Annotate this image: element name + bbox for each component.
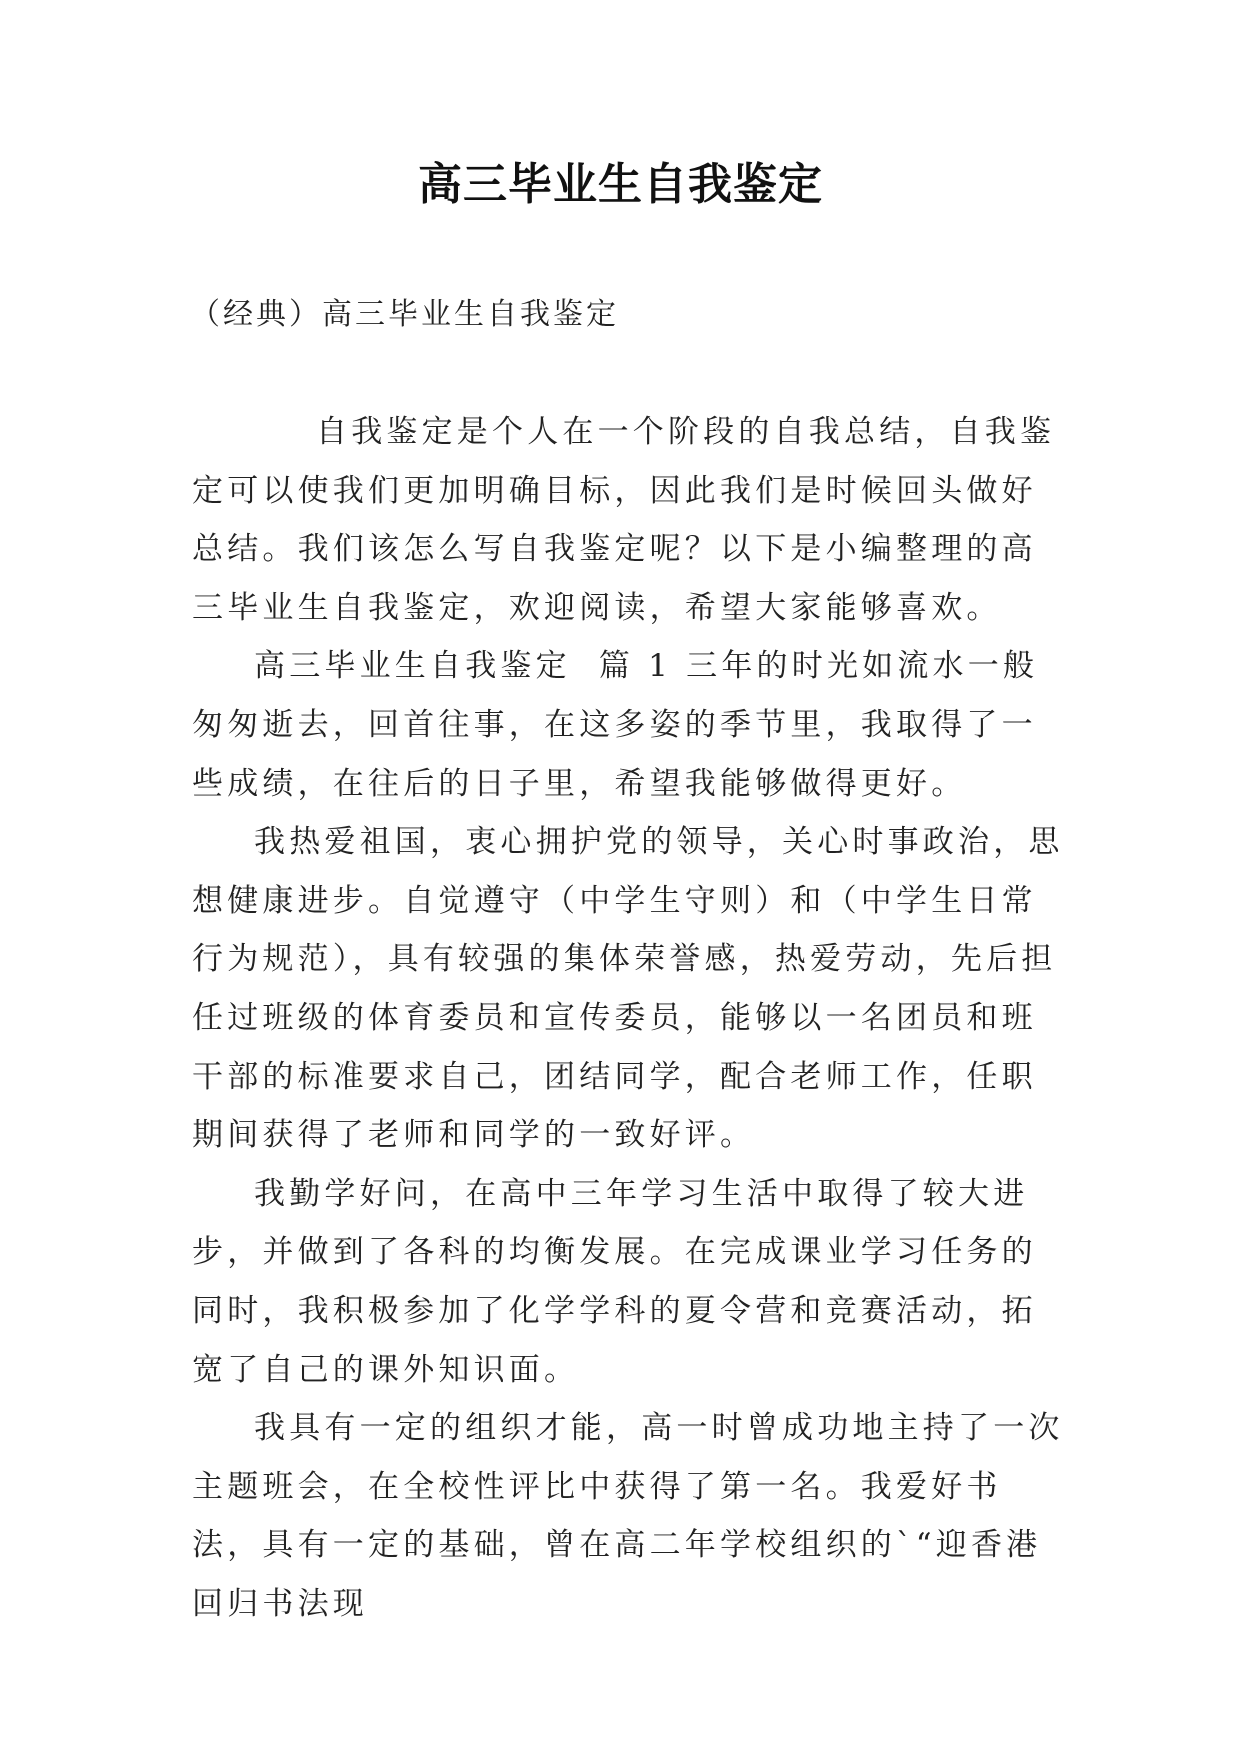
document-title: 高三毕业生自我鉴定 xyxy=(418,159,823,210)
document-subtitle: （经典）高三毕业生自我鉴定 xyxy=(190,297,619,332)
paragraph: 我勤学好问，在高中三年学习生活中取得了较大进步，并做到了各科的均衡发展。在完成课业学习任务的同时，我积极参加了化学学科的夏令营和竞赛活动，拓宽了自己的课外知识面。 xyxy=(192,1175,1037,1388)
paragraph: 我热爱祖国，衷心拥护党的领导，关心时事政治，思想健康进步。自觉遵守（中学生守则）和（中学生日常行为规范），具有较强的集体荣誉感，热爱劳动，先后担任过班级的体育委员和宣传委员，能够以一名团员和班干部的标准要求自己，团结同学，配合老师工作，任职期间获得了老师和同学的一致好评。 xyxy=(192,824,1064,1154)
document-body xyxy=(192,403,1068,1633)
paragraph: 我具有一定的组织才能，高一时曾成功地主持了一次主题班会，在全校性评比中获得了第一名。我爱好书法，具有一定的基础，曾在高二年学校组织的`“迎香港回归书法现 xyxy=(192,1410,1064,1622)
section-1-paragraph xyxy=(192,637,1068,813)
section-heading: 高三毕业生自我鉴定 篇 1 xyxy=(254,648,673,685)
paragraph-text: 三年的时光如流水一般匆匆逝去，回首往事，在这多姿的季节里，我取得了一些成绩，在往后的日子里，希望我能够做得更好。 xyxy=(192,648,1039,802)
intro-paragraph: 自我鉴定是个人在一个阶段的自我总结，自我鉴定可以使我们更加明确目标，因此我们是时候回头做好总结。我们该怎么写自我鉴定呢？以下是小编整理的高三毕业生自我鉴定，欢迎阅读，希望大家能够喜欢。 xyxy=(192,414,1056,626)
